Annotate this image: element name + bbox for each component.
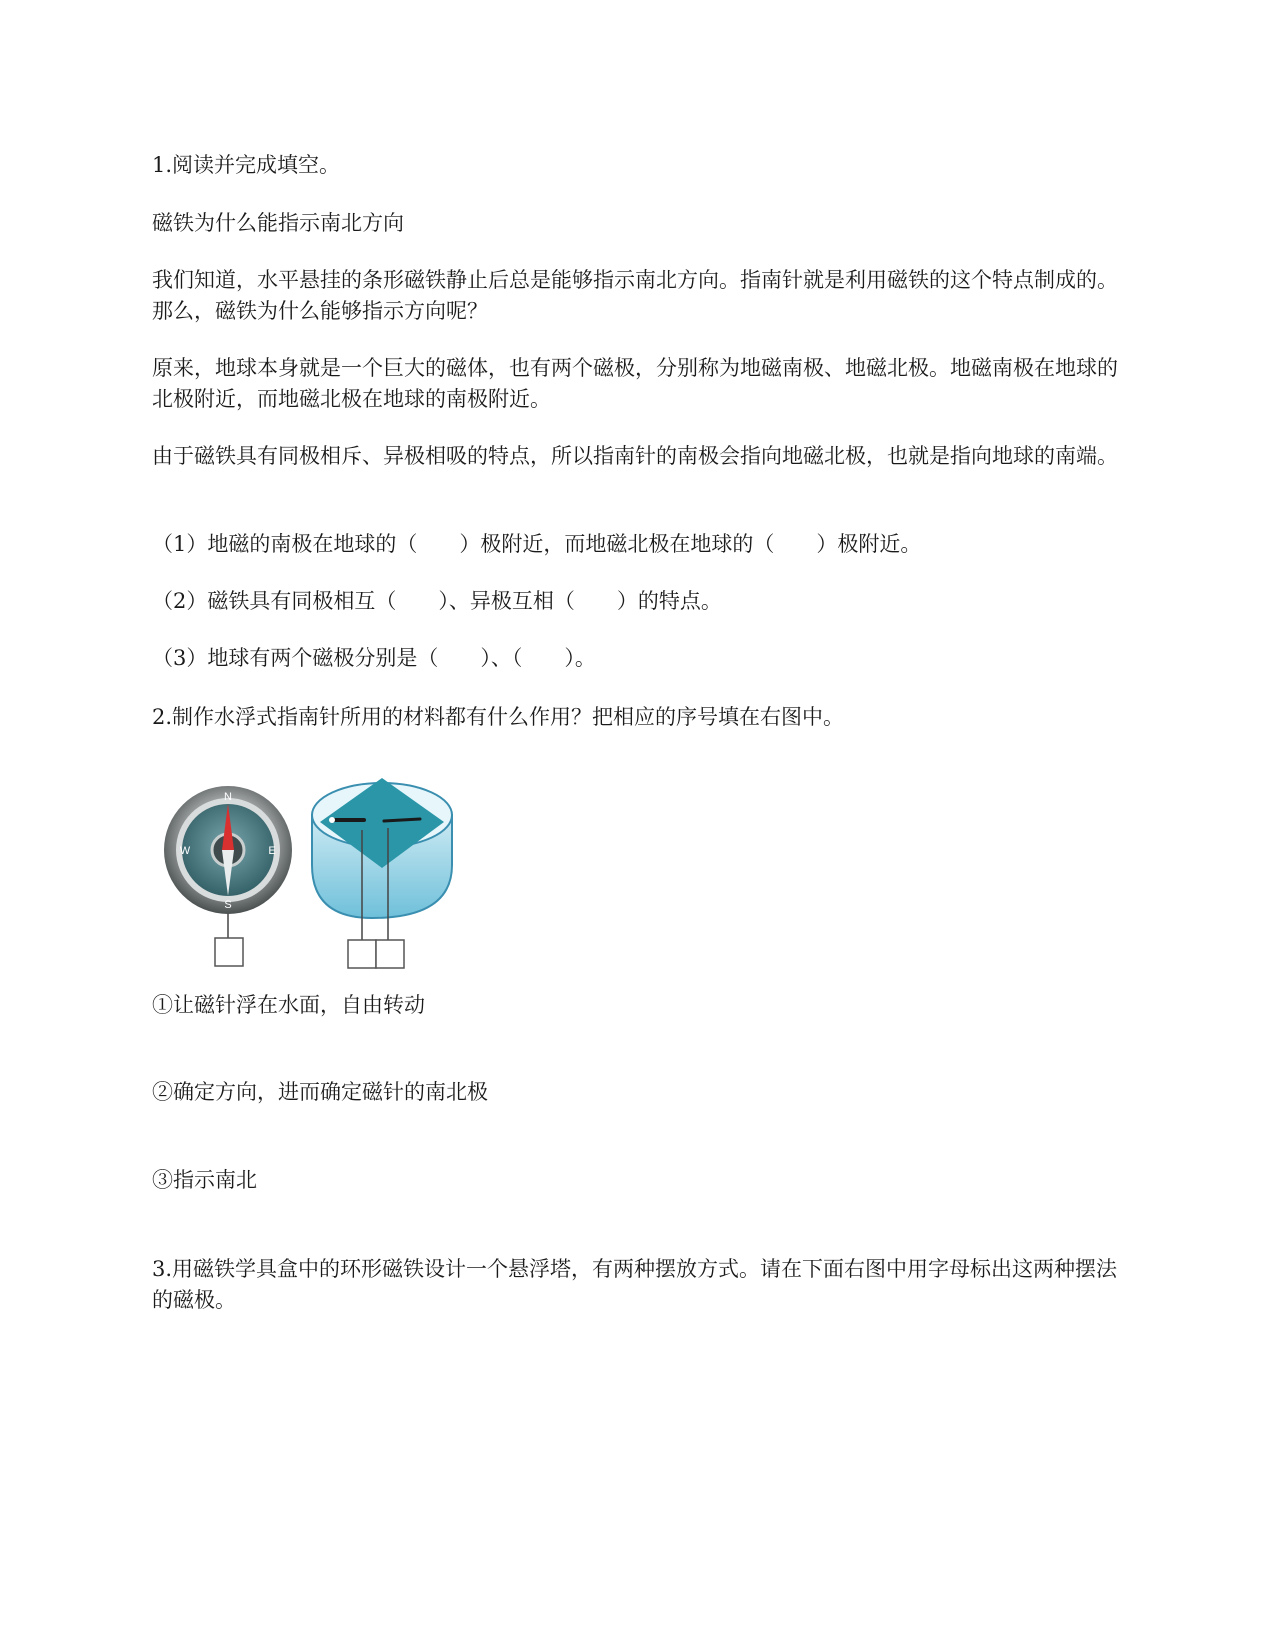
compass-figure bbox=[152, 770, 482, 970]
q3-heading: 3.用磁铁学具盒中的环形磁铁设计一个悬浮塔，有两种摆放方式。请在下面右图中用字母标出这两种摆法的磁极。 bbox=[152, 1257, 1118, 1312]
compass-illustration bbox=[152, 770, 482, 970]
blank-question-3: （3）地球有两个磁极分别是（ ）、（ ）。 bbox=[152, 646, 596, 670]
water-bowl-icon bbox=[312, 778, 452, 918]
article-paragraph-1: 我们知道，水平悬挂的条形磁铁静止后总是能够指示南北方向。指南针就是利用磁铁的这个特点制成的。那么，磁铁为什么能够指示方向呢？ bbox=[152, 268, 1118, 323]
q1-heading: 1.阅读并完成填空。 bbox=[152, 153, 341, 177]
compass-letter-e: E bbox=[268, 845, 276, 857]
compass-letter-w: W bbox=[179, 845, 191, 857]
option-1: ①让磁针浮在水面，自由转动 bbox=[152, 993, 425, 1017]
article-paragraph-2: 原来，地球本身就是一个巨大的磁体，也有两个磁极，分别称为地磁南极、地磁北极。地磁南极在地球的北极附近，而地磁北极在地球的南极附近。 bbox=[152, 356, 1118, 411]
needle-answer-box[interactable] bbox=[348, 940, 376, 968]
compass-answer-box[interactable] bbox=[215, 938, 243, 966]
option-3: ③指示南北 bbox=[152, 1168, 257, 1192]
q2-heading: 2.制作水浮式指南针所用的材料都有什么作用？把相应的序号填在右图中。 bbox=[152, 705, 845, 729]
compass-letter-n: N bbox=[224, 791, 232, 803]
article-title: 磁铁为什么能指示南北方向 bbox=[152, 211, 404, 235]
article-paragraph-3: 由于磁铁具有同极相斥、异极相吸的特点，所以指南针的南极会指向地磁北极，也就是指向地球的南端。 bbox=[152, 444, 1118, 468]
option-2: ②确定方向，进而确定磁针的南北极 bbox=[152, 1080, 488, 1104]
foam-answer-box[interactable] bbox=[376, 940, 404, 968]
needle-right bbox=[384, 819, 420, 821]
blank-question-1: （1）地磁的南极在地球的（ ）极附近，而地磁北极在地球的（ ）极附近。 bbox=[152, 532, 922, 556]
blank-question-2: （2）磁铁具有同极相互（ ）、异极互相（ ）的特点。 bbox=[152, 589, 722, 613]
compass-icon bbox=[164, 786, 292, 914]
compass-letter-s: S bbox=[224, 899, 232, 911]
